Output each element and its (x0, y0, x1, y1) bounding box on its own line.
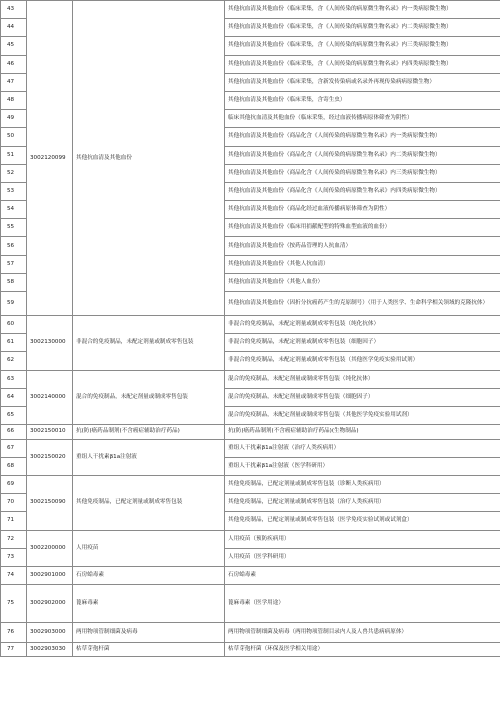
item-description: 两用物项管制细菌及病毒（两用物项管制目录内人及人兽共患病病原体） (225, 623, 500, 643)
item-description: 混合的免疫制品，未配定剂量或制成零售包装（细胞因子） (225, 388, 500, 406)
table-row (1, 530, 500, 548)
row-number: 60 (1, 316, 27, 334)
row-number: 52 (1, 164, 27, 182)
item-description: 其他抗血清及其他血份（临床用捐献配型的特殊血型血液的血份） (225, 219, 500, 237)
hs-code: 3002140000 (27, 370, 73, 425)
group-name: 混合的免疫制品，未配定剂量或制成零售包装 (73, 370, 225, 425)
hs-code: 3002150090 (27, 476, 73, 531)
row-number: 68 (1, 457, 27, 475)
row-number: 70 (1, 494, 27, 512)
row-number: 51 (1, 146, 27, 164)
item-description: 非混合的免疫制品，未配定剂量或制成零售包装（细胞因子） (225, 334, 500, 352)
hs-code: 3002130000 (27, 316, 73, 371)
row-number: 59 (1, 292, 27, 316)
table-row (1, 476, 500, 494)
item-description: 抗(防)癌药品制剂(不含癌症辅助治疗药品)(生物制品) (225, 425, 500, 440)
group-name: 石房蛤毒素 (73, 566, 225, 584)
row-number: 61 (1, 334, 27, 352)
item-description: 其他抗血清及其他血份（按药品管理的人抗血清） (225, 237, 500, 255)
row-number: 49 (1, 110, 27, 128)
group-name: 非混合的免疫制品，未配定剂量或制成零售包装 (73, 316, 225, 371)
row-number: 76 (1, 623, 27, 643)
row-number: 75 (1, 585, 27, 623)
item-description: 其他抗血清及其他血份（商品化含《人间传染的病原微生物名录》内二类病原微生物） (225, 146, 500, 164)
row-number: 77 (1, 643, 27, 657)
row-number: 50 (1, 128, 27, 146)
group-name: 蓖麻毒素 (73, 585, 225, 623)
table-row (1, 370, 500, 388)
row-number: 44 (1, 19, 27, 37)
group-name: 两用物项管制细菌及病毒 (73, 623, 225, 643)
item-description: 枯草芽孢杆菌（环保及医学相关用途） (225, 643, 500, 657)
item-description: 其他抗血清及其他血份（其他人血份） (225, 273, 500, 291)
row-number: 63 (1, 370, 27, 388)
item-description: 其他抗血清及其他血份（商品化含《人间传染的病原微生物名录》内四类病原微生物） (225, 182, 500, 200)
row-number: 64 (1, 388, 27, 406)
row-number: 48 (1, 91, 27, 109)
row-number: 47 (1, 73, 27, 91)
row-number: 54 (1, 201, 27, 219)
row-number: 73 (1, 548, 27, 566)
table-row (1, 623, 500, 643)
table-row (1, 585, 500, 623)
row-number: 46 (1, 55, 27, 73)
row-number: 53 (1, 182, 27, 200)
item-description: 其他抗血清及其他血份（因折分抗癌药产生的克原制号）（用于人类医学、生命科学相关领域的克隆抗体） (225, 292, 500, 316)
item-description: 其他抗血清及其他血份（临床采集，含新发传染病或名录外再现传染病病原微生物） (225, 73, 500, 91)
row-number: 67 (1, 439, 27, 457)
group-name: 其他抗血清及其他血份 (73, 1, 225, 316)
item-description: 蓖麻毒素（医学用途） (225, 585, 500, 623)
row-number: 43 (1, 1, 27, 19)
hs-code: 3002120099 (27, 1, 73, 316)
row-number: 71 (1, 512, 27, 530)
item-description: 非混合的免疫制品，未配定剂量或制成零售包装（纯化抗体） (225, 316, 500, 334)
item-description: 其他抗血清及其他血份（临床采集，含《人间传染的病原微生物名录》内四类病原微生物） (225, 55, 500, 73)
table-row (1, 1, 500, 19)
hs-code: 3002902000 (27, 585, 73, 623)
table-row (1, 643, 500, 657)
row-number: 74 (1, 566, 27, 584)
hs-code: 3002150020 (27, 439, 73, 475)
table-row (1, 566, 500, 584)
row-number: 65 (1, 406, 27, 424)
item-description: 人用疫苗（预防疾病用） (225, 530, 500, 548)
item-description: 其他免疫制品，已配定剂量或制成零售包装（诊断人类疾病用） (225, 476, 500, 494)
group-name: 抗(防)癌药品制剂(不含癌症辅助治疗药品) (73, 425, 225, 440)
item-description: 混合的免疫制品，未配定剂量或制成零售包装（其他医学免疫实验用试剂） (225, 406, 500, 424)
hs-code: 3002150010 (27, 425, 73, 440)
row-number: 69 (1, 476, 27, 494)
hs-code: 3002901000 (27, 566, 73, 584)
hs-code: 3002903000 (27, 623, 73, 643)
item-description: 石房蛤毒素 (225, 566, 500, 584)
item-description: 其他抗血清及其他血份（临床采集，含寄生虫） (225, 91, 500, 109)
item-description: 其他抗血清及其他血份（商品化含《人间传染的病原微生物名录》内三类病原微生物） (225, 164, 500, 182)
table-row (1, 439, 500, 457)
table-row (1, 425, 500, 440)
item-description: 其他抗血清及其他血份（临床采集，含《人间传染的病原微生物名录》内二类病原微生物） (225, 19, 500, 37)
group-name: 人用疫苗 (73, 530, 225, 566)
group-name: 枯草芽孢杆菌 (73, 643, 225, 657)
item-description: 人用疫苗（医学科研用） (225, 548, 500, 566)
row-number: 66 (1, 425, 27, 440)
row-number: 55 (1, 219, 27, 237)
row-number: 72 (1, 530, 27, 548)
item-description: 临床其他抗血清及其他血份（临床采集，经过血液传播病原体筛查为阴性） (225, 110, 500, 128)
row-number: 45 (1, 37, 27, 55)
item-description: 重组人干扰素β1a注射液（治疗人类疾病用） (225, 439, 500, 457)
item-description: 重组人干扰素β1a注射液（医学科研用） (225, 457, 500, 475)
item-description: 混合的免疫制品，未配定剂量或制成零售包装（纯化抗体） (225, 370, 500, 388)
row-number: 56 (1, 237, 27, 255)
hs-code: 3002200000 (27, 530, 73, 566)
item-description: 其他抗血清及其他血份（临床采集，含《人间传染的病原微生物名录》内一类病原微生物） (225, 1, 500, 19)
item-description: 其他抗血清及其他血份（其他人抗血清） (225, 255, 500, 273)
hs-code: 3002903030 (27, 643, 73, 657)
item-description: 其他免疫制品，已配定剂量或制成零售包装（治疗人类疾病用） (225, 494, 500, 512)
table-row (1, 316, 500, 334)
item-description: 其他免疫制品，已配定剂量或制成零售包装（医学免疫实验试剂或试剂盒） (225, 512, 500, 530)
row-number: 57 (1, 255, 27, 273)
row-number: 62 (1, 352, 27, 370)
group-name: 重组人干扰素β1a注射液 (73, 439, 225, 475)
item-description: 非混合的免疫制品，未配定剂量或制成零售包装（其他医学免疫实验用试剂） (225, 352, 500, 370)
item-description: 其他抗血清及其他血份（商品化含《人间传染的病原微生物名录》内一类病原微生物） (225, 128, 500, 146)
item-description: 其他抗血清及其他血份（临床采集，含《人间传染的病原微生物名录》内三类病原微生物） (225, 37, 500, 55)
item-description: 其他抗血清及其他血份（商品化经过血液传播病原体筛查为阴性） (225, 201, 500, 219)
row-number: 58 (1, 273, 27, 291)
group-name: 其他免疫制品，已配定剂量或制成零售包装 (73, 476, 225, 531)
